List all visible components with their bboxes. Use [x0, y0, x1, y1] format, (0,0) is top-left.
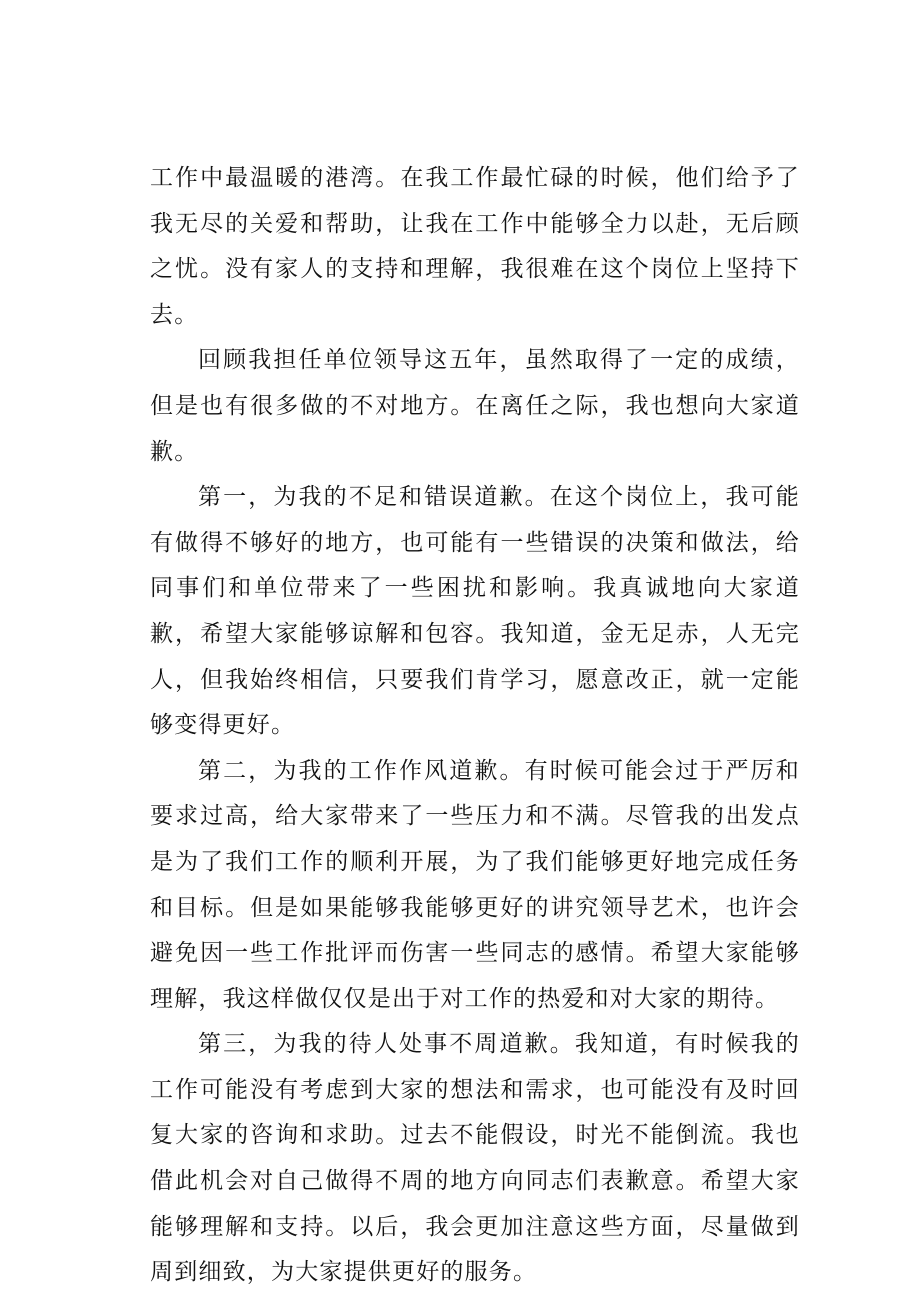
- paragraph-third-apology: 第三，为我的待人处事不周道歉。我知道，有时候我的工作可能没有考虑到大家的想法和需求，也可能没有及时回复大家的咨询和求助。过去不能假设，时光不能倒流。我也借此机会对自己做得不周的地方向同志们表歉意。希望大家能够理解和支持。以后，我会更加注意这些方面，尽量做到周到细致，为大家提供更好的服务。: [150, 1031, 800, 1286]
- document-body: [150, 156, 800, 1296]
- paragraph-review: 回顾我担任单位领导这五年，虽然取得了一定的成绩，但是也有很多做的不对地方。在离任之际，我也想向大家道歉。: [150, 347, 800, 465]
- paragraph-first-apology: 第一，为我的不足和错误道歉。在这个岗位上，我可能有做得不够好的地方，也可能有一些错误的决策和做法，给同事们和单位带来了一些困扰和影响。我真诚地向大家道歉，希望大家能够谅解和包容。我知道，金无足赤，人无完人，但我始终相信，只要我们肯学习，愿意改正，就一定能够变得更好。: [150, 484, 800, 739]
- paragraph-continued: 工作中最温暖的港湾。在我工作最忙碌的时候，他们给予了我无尽的关爱和帮助，让我在工作中能够全力以赴，无后顾之忧。没有家人的支持和理解，我很难在这个岗位上坚持下去。: [150, 165, 800, 328]
- paragraph-second-apology: 第二，为我的工作作风道歉。有时候可能会过于严厉和要求过高，给大家带来了一些压力和不满。尽管我的出发点是为了我们工作的顺利开展，为了我们能够更好地完成任务和目标。但是如果能够我能够更好的讲究领导艺术，也许会避免因一些工作批评而伤害一些同志的感情。希望大家能够理解，我这样做仅仅是出于对工作的热爱和对大家的期待。: [150, 757, 800, 1012]
